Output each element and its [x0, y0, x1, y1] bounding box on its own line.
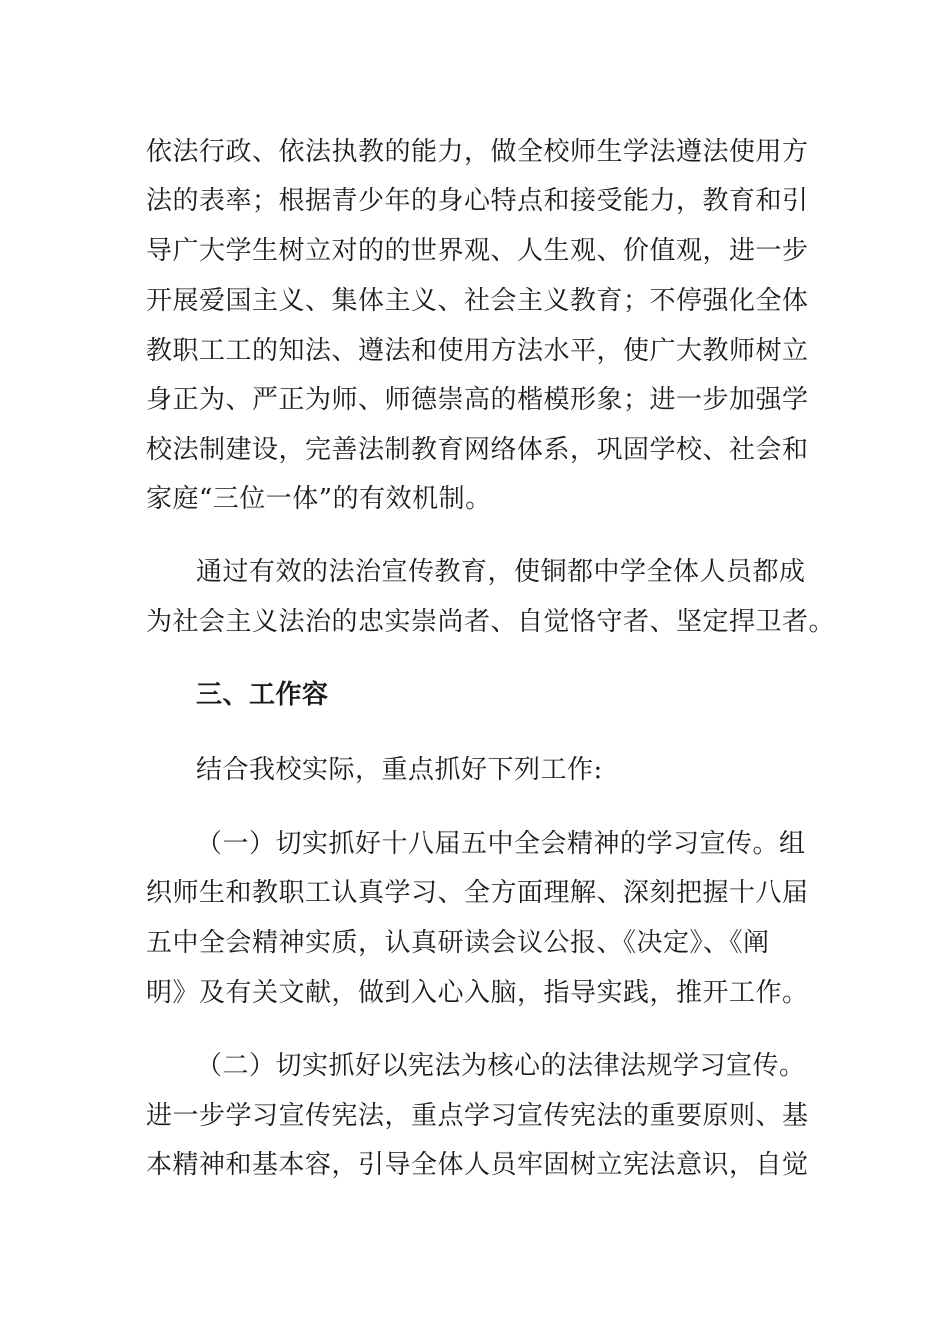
- paragraph-line: 校法制建设，完善法制教育网络体系，巩固学校、社会和: [146, 435, 809, 465]
- paragraph-line: 进一步学习宣传宪法，重点学习宣传宪法的重要原则、基: [146, 1101, 809, 1131]
- paragraph-line: 通过有效的法治宣传教育，使铜都中学全体人员都成: [196, 557, 806, 587]
- paragraph-line: 织师生和教职工认真学习、全方面理解、深刻把握十八届: [146, 878, 809, 908]
- paragraph-line: 开展爱国主义、集体主义、社会主义教育；不停强化全体: [146, 286, 809, 316]
- paragraph-line: 教职工工的知法、遵法和使用方法水平，使广大教师树立: [146, 336, 809, 366]
- paragraph-line: 本精神和基本容，引导全体人员牢固树立宪法意识，自觉: [146, 1150, 809, 1180]
- paragraph-line: 依法行政、依法执教的能力，做全校师生学法遵法使用方: [146, 137, 809, 167]
- paragraph-line: 明》及有关文献，做到入心入脑，指导实践，推开工作。: [146, 978, 809, 1008]
- paragraph-line: 家庭“三位一体”的有效机制。: [146, 484, 492, 514]
- paragraph-line: （一）切实抓好十八届五中全会精神的学习宣传。组: [196, 829, 806, 859]
- section-heading: 三、工作容: [196, 680, 329, 710]
- paragraph-line: （二）切实抓好以宪法为核心的法律法规学习宣传。: [196, 1051, 806, 1081]
- paragraph-line: 法的表率；根据青少年的身心特点和接受能力，教育和引: [146, 186, 809, 216]
- paragraph-line: 结合我校实际，重点抓好下列工作:: [196, 755, 603, 785]
- paragraph-line: 五中全会精神实质，认真研读会议公报、《决定》、《阐: [146, 928, 770, 958]
- paragraph-line: 身正为、严正为师、师德崇高的楷模形象；进一步加强学: [146, 385, 809, 415]
- paragraph-line: 导广大学生树立对的的世界观、人生观、价值观，进一步: [146, 236, 809, 266]
- paragraph-line: 为社会主义法治的忠实崇尚者、自觉恪守者、坚定捍卫者。: [146, 607, 836, 637]
